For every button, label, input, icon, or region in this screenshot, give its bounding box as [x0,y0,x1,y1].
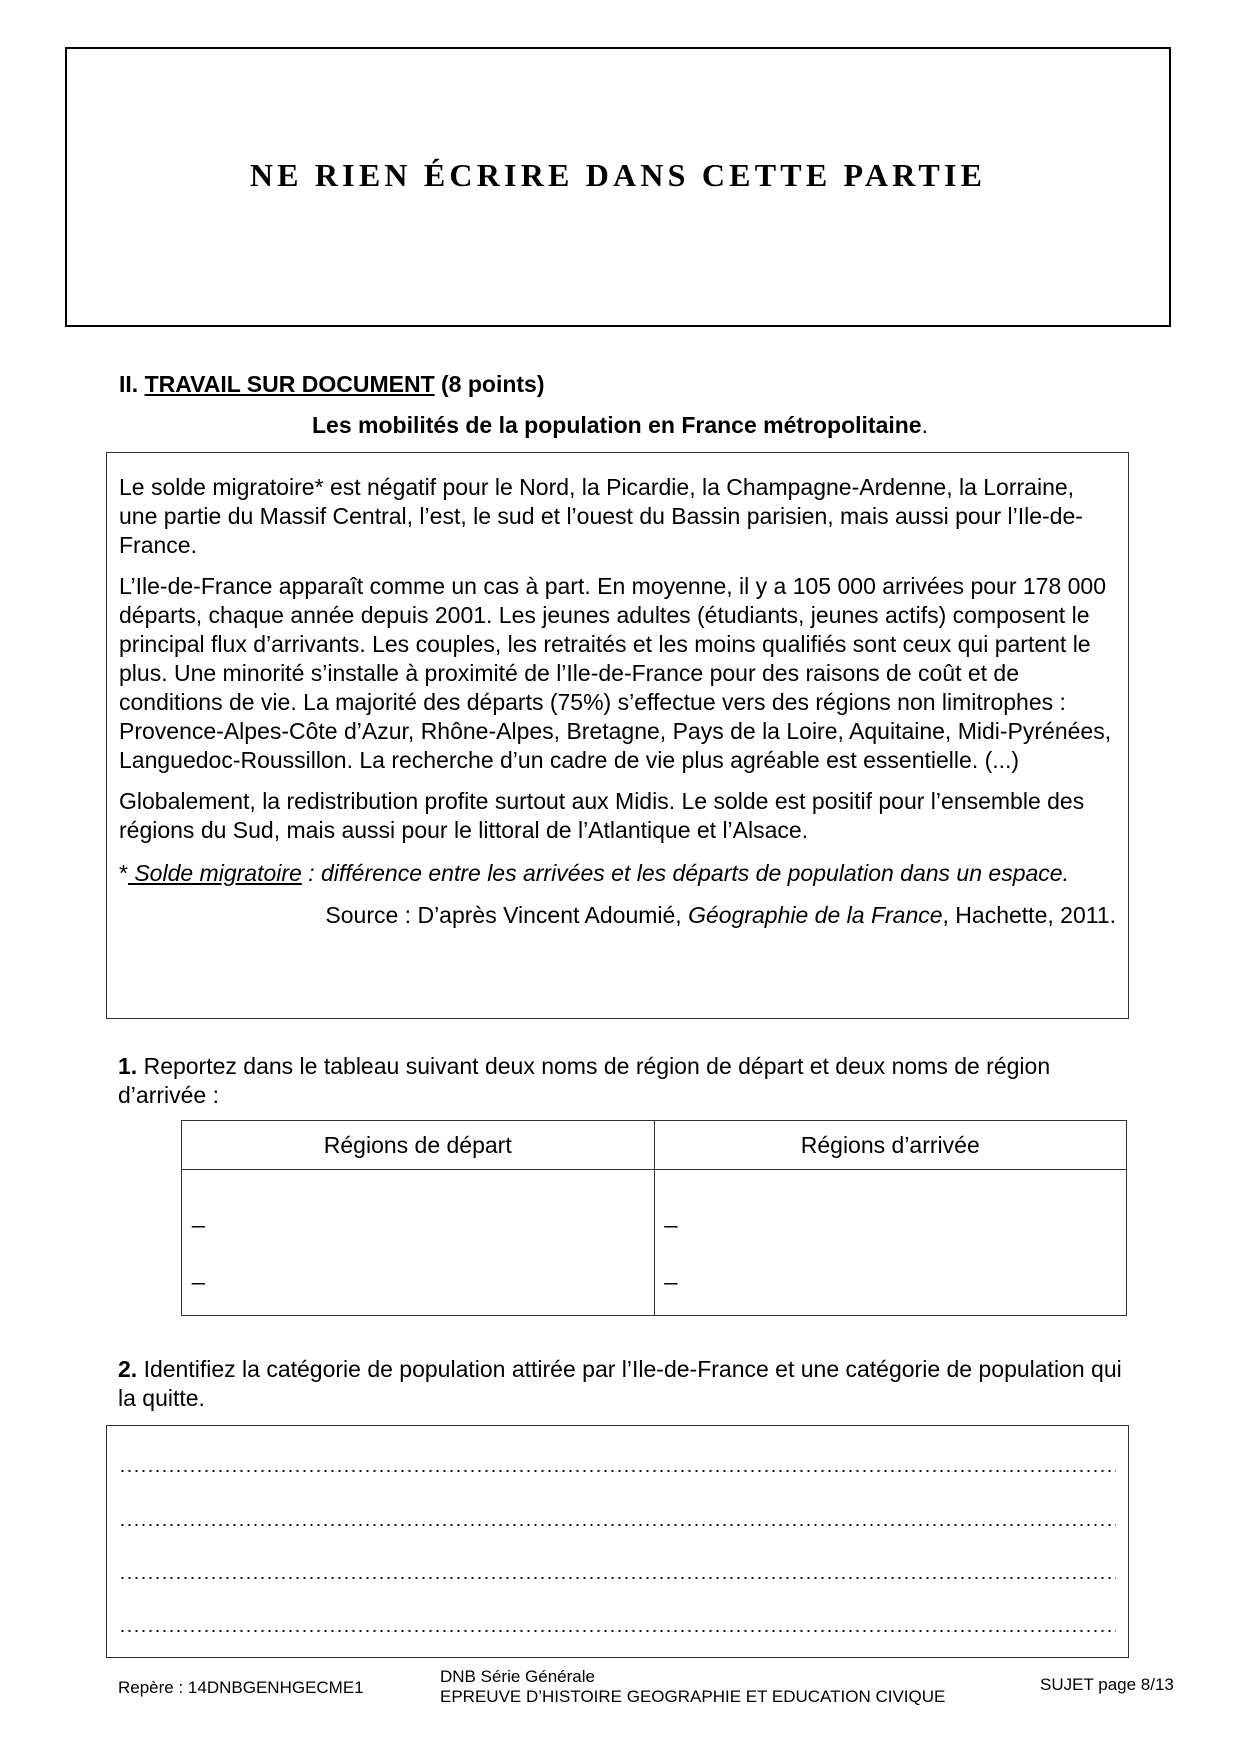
header-departure-regions: Régions de départ [182,1121,655,1170]
footnote-star: * [119,860,128,886]
answer-line-2[interactable] [119,1524,1116,1526]
answer-line-4[interactable] [119,1630,1116,1632]
answer-line-3[interactable] [119,1577,1116,1579]
document-paragraph-1: Le solde migratoire* est négatif pour le Nord, la Picardie, la Champagne-Ardenne, la Lorraine, une partie du Massif Central, l’est, le sud et l’ouest du Bassin parisien, mais aussi pour l’Ile-de-France. [119,474,1083,558]
section-title: TRAVAIL SUR DOCUMENT [144,371,435,397]
do-not-write-label: NE RIEN ÉCRIRE DANS CETTE PARTIE [249,157,987,193]
do-not-write-box [65,47,1171,327]
footnote-definition: : différence entre les arrivées et les départs de population dans un espace. [301,860,1069,886]
question-2-number: 2. [118,1356,138,1382]
section-points: (8 points) [441,371,545,397]
question-2-text: Identifiez la catégorie de population attirée par l’Ile-de-France et une catégorie de population qui la quitte. [118,1356,1122,1411]
document-title-text: Les mobilités de la population en France métropolitaine [312,412,922,438]
departure-entry-2[interactable]: _ [192,1259,205,1285]
answer-box[interactable] [106,1425,1129,1658]
footer-reference: Repère : 14DNBGENHGECME1 [118,1678,364,1697]
arrival-regions-cell[interactable] [654,1170,1127,1316]
section-number: II. [119,371,139,397]
document-paragraph-3: Globalement, la redistribution profite surtout aux Midis. Le solde est positif pour l’ensemble des régions du Sud, mais aussi pour le littoral de l’Atlantique et l’Alsace. [119,788,1085,843]
footnote-term: Solde migratoire [127,860,302,886]
departure-entry-1[interactable]: _ [192,1202,205,1228]
source-book-title: Géographie de la France [688,902,943,928]
source-prefix: Source : D’après Vincent Adoumié, [325,902,689,928]
question-1-number: 1. [118,1053,138,1079]
question-1-text: Reportez dans le tableau suivant deux noms de région de départ et deux noms de région d’arrivée : [118,1053,1051,1108]
question-1 [118,1052,1128,1110]
arrival-entry-2[interactable]: _ [664,1259,678,1285]
source-citation [119,901,1116,930]
footer-exam-subject: EPREUVE D’HISTOIRE GEOGRAPHIE ET EDUCATION CIVIQUE [440,1687,946,1706]
footer-page-number: SUJET page 8/13 [1040,1675,1174,1694]
answer-line-1[interactable] [119,1470,1116,1472]
question-2 [118,1355,1128,1413]
document-title-period: . [921,412,928,438]
document-text-box [106,452,1129,1019]
arrival-entry-1[interactable]: _ [664,1202,678,1228]
regions-table [181,1120,1127,1316]
footer-exam-series: DNB Série Générale [440,1667,595,1686]
source-suffix: , Hachette, 2011. [942,902,1116,928]
departure-regions-cell[interactable] [182,1170,655,1316]
document-paragraph-2: L’Ile-de-France apparaît comme un cas à part. En moyenne, il y a 105 000 arrivées pour 178 000 départs, chaque année depuis 2001. Les jeunes adultes (étudiants, jeunes actifs) composent le principal flux d’arrivants. Les couples, les retraités et les moins qualifiés sont ceux qui partent le plus. Une minorité s’installe à proximité de l’Ile-de-France pour des raisons de coût et de conditions de vie. La majorité des départs (75%) s’effectue vers des régions non limitrophes : Provence-Alpes-Côte d’Azur, Rhône-Alpes, Bretagne, Pays de la Loire, Aquitaine, Midi-Pyrénées, Languedoc-Roussillon. La recherche d’un cadre de vie plus agréable est essentielle. (...) [119,573,1112,773]
section-heading [119,371,545,398]
footnote [119,859,1116,888]
document-title [0,412,1240,439]
footer-exam-info [440,1667,945,1707]
header-arrival-regions: Régions d’arrivée [654,1121,1127,1170]
